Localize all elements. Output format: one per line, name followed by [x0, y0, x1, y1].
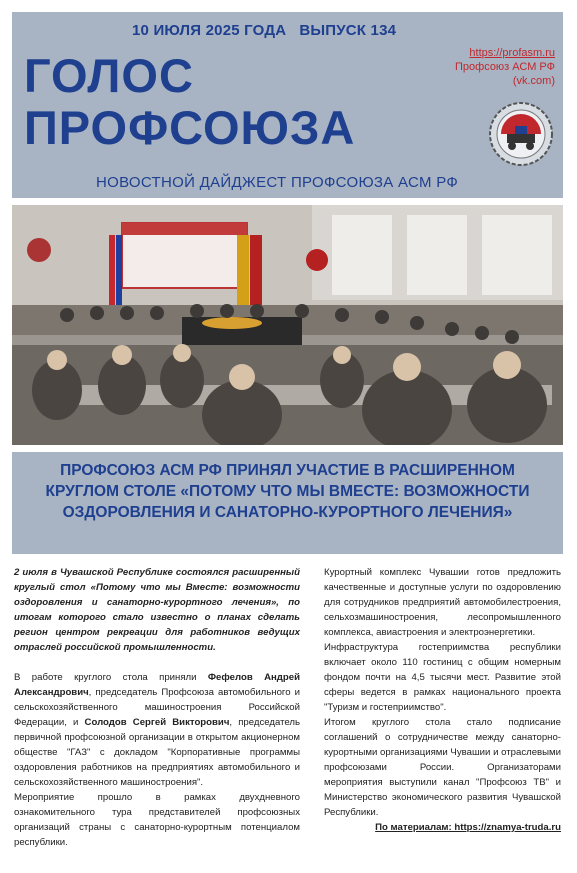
site-link[interactable]: https://profasm.ru — [469, 47, 555, 59]
participant-name-2: Солодов Сергей Викторович — [84, 717, 230, 728]
newsletter-subtitle: НОВОСТНОЙ ДАЙДЖЕСТ ПРОФСОЮЗА АСМ РФ — [96, 174, 459, 191]
union-logo-icon — [487, 100, 555, 168]
article-headline: ПРОФСОЮЗ АСМ РФ ПРИНЯЛ УЧАСТИЕ В РАСШИРЕННОМ КРУГЛОМ СТОЛЕ «ПОТОМУ ЧТО МЫ ВМЕСТЕ: ВОЗМОЖНОСТИ ОЗДОРОВЛЕНИЯ И САНАТОРНО-КУРОРТНОГО ЛЕЧЕНИЯ» — [45, 462, 530, 521]
article-paragraph-4: Инфраструктура гостеприимства республики включает около 110 гостиниц с общим номерным фондом почти на 4,5 тысячи мест. Развитие этой сферы ведется в рамках национального проекта "Туризм и гостеприимство". — [324, 642, 561, 713]
event-photo — [12, 205, 563, 445]
paragraph-1-text-b: , председатель Профсоюза автомобильного и сельскохозяйственного машиностроения Российской Федерации, и — [14, 687, 300, 728]
source-link[interactable]: По материалам: https://znamya-truda.ru — [375, 822, 561, 833]
masthead — [12, 12, 563, 198]
article-paragraph-2: Мероприятие прошло в рамках двухдневного ознакомительного тура представителей профсоюзных организаций страны с санаторно-курортным потенциалом республики. — [14, 792, 300, 848]
title-line-2: ПРОФСОЮЗА — [24, 101, 356, 154]
paragraph-1-text-c: , председатель первичной профсоюзной организации в открытом акционерном обществе "ГАЗ" с докладом "Корпоративные программы оздоровления работников на предприятиях автомобильного и сельскохозяйственного машиностроения". — [14, 717, 300, 788]
newsletter-title — [24, 50, 355, 154]
issue-date: 10 ИЮЛЯ 2025 ГОДА ВЫПУСК 134 — [132, 22, 397, 39]
article-column-right — [324, 565, 561, 835]
article-lead: 2 июля в Чувашской Республике состоялся расширенный круглый стол «Потому что мы Вместе: возможности оздоровления и санаторно-курортного лечения», по итогам которого стало известно о планах сделать регион центром рекреации для работников ведущих отраслей российской промышленности. — [14, 567, 300, 653]
headline-banner — [12, 452, 563, 554]
vk-link-suffix[interactable]: (vk.com) — [512, 75, 555, 87]
vk-link[interactable]: Профсоюз АСМ РФ — [455, 61, 555, 73]
paragraph-1-text-a: В работе круглого стола приняли — [14, 672, 208, 683]
participant-name-1: Фефелов Андрей Александрович — [14, 672, 300, 698]
header-links — [455, 46, 555, 88]
conference-hall-illustration — [12, 205, 563, 445]
article-paragraph-1 — [14, 670, 300, 790]
title-line-1: ГОЛОС — [24, 49, 194, 102]
article-paragraph-5: Итогом круглого стола стало подписание соглашений о сотрудничестве между санаторно-курортными организациями Чувашии и отраслевыми профсоюзами России. Организаторами мероприятия выступили канал "Профсоюз ТВ" и Министерство экономического развития Чувашской Республики. — [324, 717, 561, 818]
article-column-left — [14, 565, 300, 850]
article-paragraph-3: Курортный комплекс Чувашии готов предложить качественные и доступные услуги по оздоровлению для сотрудников предприятий автомобилестроения, сельхозмашиностроения, лесопромышленного комплекса, авиастроения и электроэнергетики. — [324, 567, 561, 638]
